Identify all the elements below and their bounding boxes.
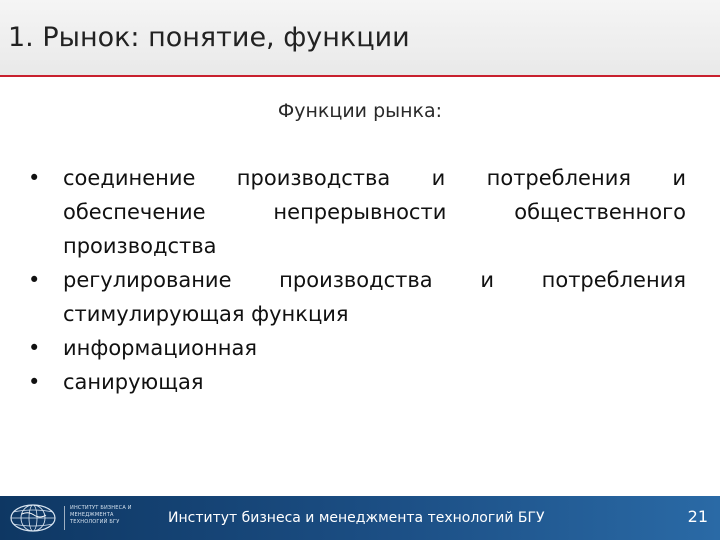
bullet-icon: • (28, 268, 41, 292)
bullet-list (28, 161, 686, 399)
bullet-item (28, 161, 686, 263)
bullet-item (28, 365, 686, 399)
bullet-icon: • (28, 336, 41, 360)
bullet-icon: • (28, 370, 41, 394)
bullet-text: санирующая (63, 370, 204, 394)
footer-bar (0, 496, 720, 540)
bullet-item (28, 331, 686, 365)
globe-logo-icon (8, 502, 58, 534)
bullet-text: регулирование производства и потребления стимулирующая функция (63, 268, 686, 326)
footer-divider (64, 506, 65, 530)
footer-institute-name: Институт бизнеса и менеджмента технологий БГУ (168, 510, 545, 526)
bullet-text: соединение производства и потребления и обеспечение непрерывности общественного производства (63, 166, 686, 258)
bullet-icon: • (28, 166, 41, 190)
logo-text: ИНСТИТУТ БИЗНЕСА И МЕНЕДЖМЕНТА ТЕХНОЛОГИЙ БГУ (70, 505, 132, 525)
title-bar (0, 0, 720, 77)
bullet-text: информационная (63, 336, 257, 360)
section-heading: Функции рынка: (277, 100, 443, 122)
bullet-item (28, 263, 686, 331)
slide-title: 1. Рынок: понятие, функции (8, 22, 410, 53)
page-number: 21 (687, 507, 708, 526)
